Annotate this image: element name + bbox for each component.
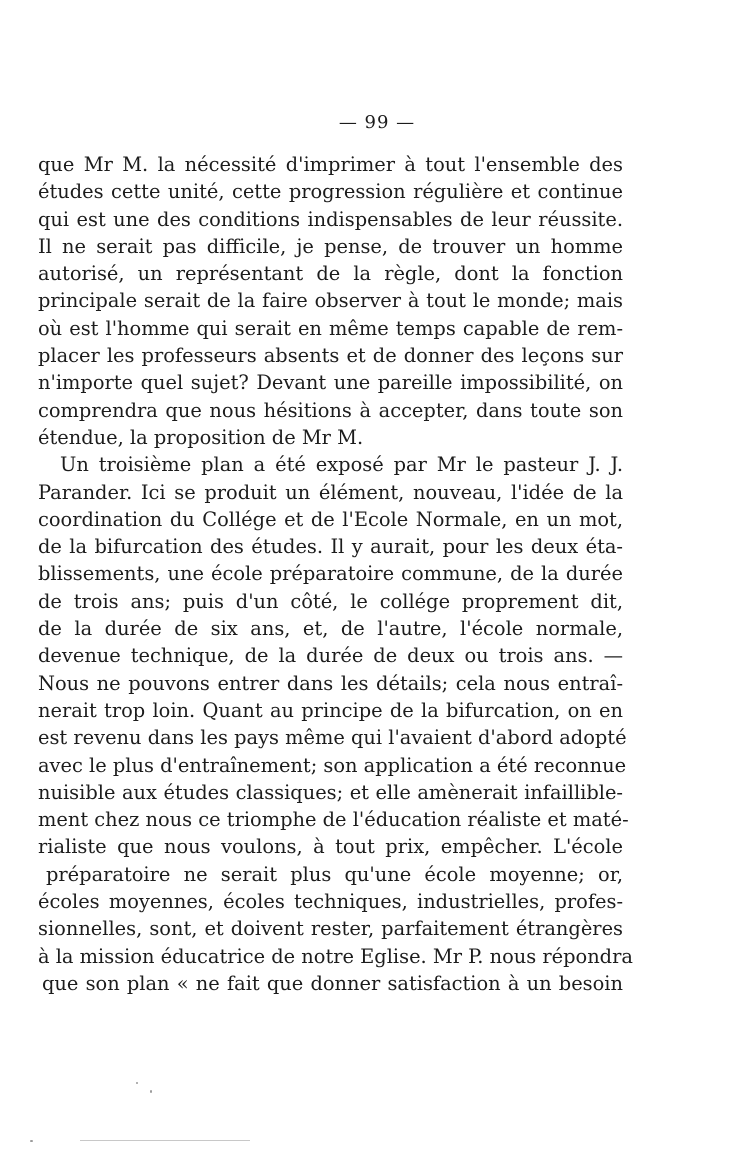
text-line: n'importe quel sujet? Devant une pareille impossibilité, on (38, 371, 623, 395)
scan-speck (136, 1082, 138, 1084)
text-line: principale serait de la faire observer à tout le monde; mais (38, 289, 623, 313)
scan-speck (30, 1140, 33, 1142)
text-line: coordination du Collége et de l'Ecole Normale, en un mot, (38, 507, 623, 531)
text-line: Il ne serait pas difficile, je pense, de trouver un homme (38, 234, 623, 258)
text-line: sionnelles, sont, et doivent rester, parfaitement étrangères (38, 917, 623, 941)
body-text (38, 151, 633, 997)
text-line: nuisible aux études classiques; et elle amènerait infaillible- (38, 780, 623, 804)
text-line: que son plan « ne fait que donner satisfaction à un besoin (42, 971, 623, 995)
text-line: écoles moyennes, écoles techniques, industrielles, profes- (38, 890, 623, 914)
text-line: rialiste que nous voulons, à tout prix, empêcher. L'école (38, 835, 623, 859)
text-line: étendue, la proposition de Mr M. (38, 425, 364, 449)
text-line: devenue technique, de la durée de deux ou trois ans. — (38, 644, 623, 668)
text-line: où est l'homme qui serait en même temps capable de rem- (38, 316, 623, 340)
text-line: de la durée de six ans, et, de l'autre, l'école normale, (38, 617, 623, 641)
text-line: préparatoire ne serait plus qu'une école moyenne; or, (46, 862, 623, 886)
text-line: de la bifurcation des études. Il y aurait, pour les deux éta- (38, 535, 623, 559)
text-line: placer les professeurs absents et de donner des leçons sur (38, 344, 623, 368)
text-line: avec le plus d'entraînement; son application a été reconnue (38, 753, 627, 777)
paragraph-first-line: Un troisième plan a été exposé par Mr le pasteur J. J. (60, 453, 623, 477)
text-line: autorisé, un représentant de la règle, dont la fonction (38, 262, 623, 286)
text-line: qui est une des conditions indispensables de leur réussite. (38, 207, 623, 231)
scan-rule (80, 1140, 250, 1141)
page-number: — 99 — (338, 112, 416, 133)
text-line: ment chez nous ce triomphe de l'éducation réaliste et maté- (38, 808, 629, 832)
text-line: Nous ne pouvons entrer dans les détails; cela nous entraî- (38, 671, 623, 695)
text-line: que Mr M. la nécessité d'imprimer à tout l'ensemble des (38, 153, 623, 176)
text-line: nerait trop loin. Quant au principe de la bifurcation, on en (38, 698, 623, 722)
text-line: blissements, une école préparatoire commune, de la durée (38, 562, 623, 586)
text-line: à la mission éducatrice de notre Eglise. Mr P. nous répondra (38, 944, 633, 968)
text-line: études cette unité, cette progression régulière et continue (38, 180, 623, 204)
text-line: Parander. Ici se produit un élément, nouveau, l'idée de la (38, 480, 623, 504)
text-line: comprendra que nous hésitions à accepter, dans toute son (38, 398, 623, 422)
scan-speck (150, 1090, 152, 1093)
text-line: de trois ans; puis d'un côté, le collége proprement dit, (38, 589, 623, 613)
text-line: est revenu dans les pays même qui l'avaient d'abord adopté (38, 726, 627, 750)
